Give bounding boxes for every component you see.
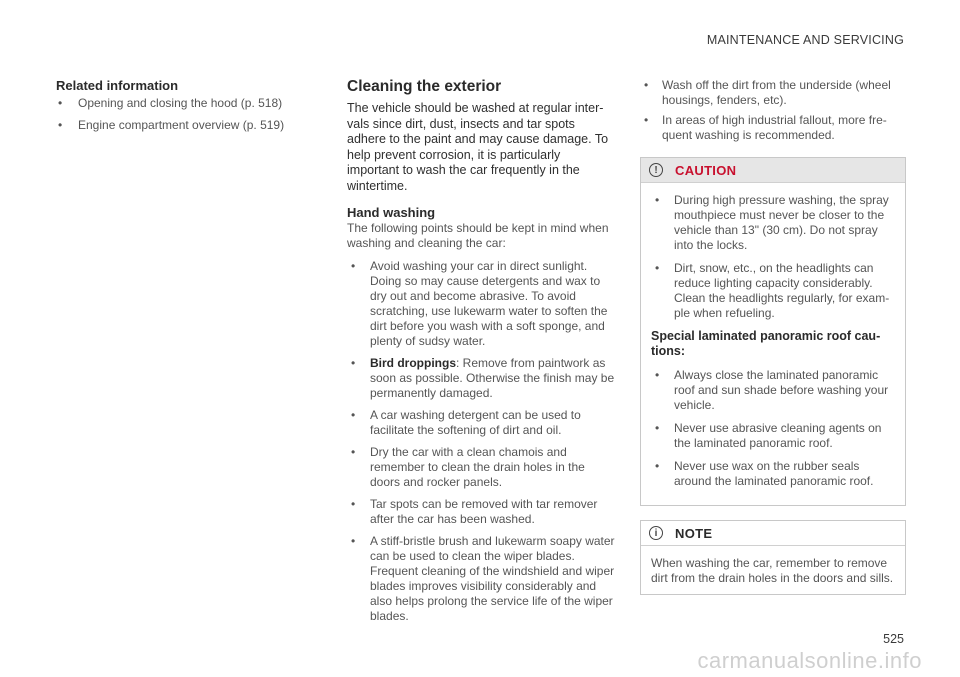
related-links-list: [56, 96, 306, 133]
warning-icon: !: [649, 163, 663, 177]
caution-list: [651, 193, 895, 321]
list-item: • Never use abrasive cleaning agents on the laminated panoramic roof.: [651, 421, 895, 451]
list-item-bird-droppings: [347, 356, 615, 401]
note-title: NOTE: [675, 525, 713, 541]
related-link-hood[interactable]: • Opening and closing the hood (p. 518): [56, 96, 306, 111]
info-icon: i: [649, 526, 663, 540]
list-item: • Dirt, snow, etc., on the headlights can reduce lighting capacity considerably. Clean the headlights regularly, for exam-ple when refueling.: [651, 261, 895, 321]
list-item: • Tar spots can be removed with tar remover after the car has been washed.: [347, 497, 615, 527]
extra-washing-list: [640, 78, 906, 143]
caution-header: [641, 158, 905, 183]
right-column: [640, 78, 906, 595]
cleaning-exterior-column: [347, 78, 615, 631]
list-item: • Dry the car with a clean chamois and remember to clean the drain holes in the doors and rocker panels.: [347, 445, 615, 490]
bird-droppings-text: : Remove from paintwork as soon as possible. Otherwise the finish may be permanently damaged.: [370, 356, 615, 400]
page-number: 525: [883, 632, 904, 646]
related-information-title: Related information: [56, 78, 179, 93]
list-item: • Avoid washing your car in direct sunlight. Doing so may cause detergents and wax to dry out and become abrasive. To avoid scratching, use lukewarm water to soften the dirt before you wash with a soft sponge, and plenty of sudsy water.: [347, 259, 615, 349]
hand-washing-title: Hand washing: [347, 205, 436, 220]
bird-droppings-label: Bird droppings: [370, 356, 456, 370]
roof-cautions-list: [651, 368, 895, 489]
related-information-column: [56, 78, 306, 140]
list-item: • In areas of high industrial fallout, more fre-quent washing is recommended.: [640, 113, 906, 143]
hand-washing-list: [347, 259, 615, 624]
list-item: • A stiff-bristle brush and lukewarm soapy water can be used to clean the wiper blades. Frequent cleaning of the windshield and wiper blades improves visibility considerably and also helps prolong the service life of the wiper blades.: [347, 534, 615, 624]
watermark: carmanualsonline.info: [697, 648, 922, 673]
intro-paragraph: The vehicle should be washed at regular inter-vals since dirt, dust, insects and tar spots adhere to the paint and may cause damage. To help prevent corrosion, it is particularly important to wash the car frequently in the wintertime.: [347, 101, 609, 193]
note-body: [641, 546, 905, 594]
list-item: • A car washing detergent can be used to facilitate the softening of dirt and oil.: [347, 408, 615, 438]
list-item: • Never use wax on the rubber seals around the laminated panoramic roof.: [651, 459, 895, 489]
roof-cautions-title: Special laminated panoramic roof cau-tions:: [651, 329, 881, 358]
related-link-engine-compartment[interactable]: • Engine compartment overview (p. 519): [56, 118, 306, 133]
note-box: [640, 520, 906, 595]
list-item: • During high pressure washing, the spray mouthpiece must never be closer to the vehicle than 13" (30 cm). Do not spray into the locks.: [651, 193, 895, 253]
caution-box: [640, 157, 906, 506]
note-header: [641, 521, 905, 546]
section-title: Cleaning the exterior: [347, 78, 502, 95]
list-item: • Always close the laminated panoramic roof and sun shade before washing your vehicle.: [651, 368, 895, 413]
page-header: MAINTENANCE AND SERVICING: [706, 33, 904, 47]
caution-body: [641, 183, 905, 505]
caution-title: CAUTION: [675, 162, 737, 178]
note-text: When washing the car, remember to remove dirt from the drain holes in the doors and sills.: [651, 556, 894, 585]
list-item: • Wash off the dirt from the underside (wheel housings, fenders, etc).: [640, 78, 906, 108]
hand-washing-intro: The following points should be kept in mind when washing and cleaning the car:: [347, 221, 609, 250]
